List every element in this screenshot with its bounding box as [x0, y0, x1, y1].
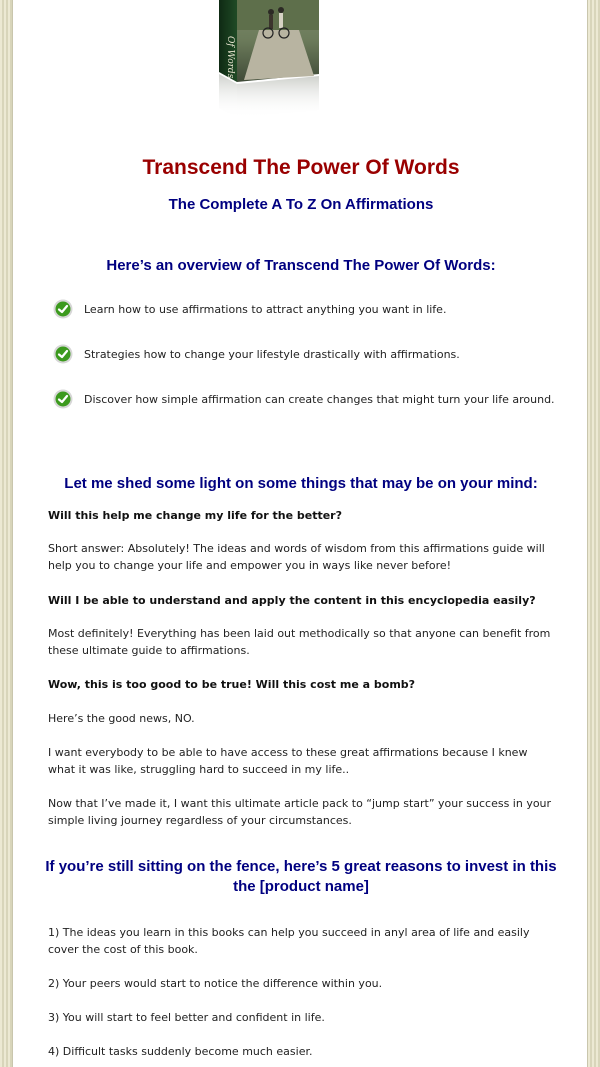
faq-answer: Short answer: Absolutely! The ideas and words of wisdom from this affirmations guide will help you to change your life and empower you in ways like never before!	[48, 542, 545, 572]
faq-paragraph: I want everybody to be able to have access to these great affirmations because I knew what it was like, struggling hard to succeed in my life..	[48, 746, 528, 776]
faq-question: Wow, this is too good to be true! Will this cost me a bomb?	[48, 678, 416, 691]
page-subtitle: The Complete A To Z On Affirmations	[168, 196, 434, 213]
reason-item: 3) You will start to feel better and confident in life.	[48, 1011, 325, 1024]
overview-item-text: Learn how to use affirmations to attract anything you want in life.	[84, 302, 447, 316]
faq-answer: Here’s the good news, NO.	[48, 712, 195, 725]
check-circle-icon	[53, 299, 73, 319]
overview-bullet	[53, 387, 555, 411]
page-content	[12, 0, 588, 1067]
check-circle-icon	[53, 344, 73, 364]
check-circle-icon	[53, 389, 73, 409]
reasons-heading-line1: If you’re still sitting on the fence, here’s 5 great reasons to invest in this	[45, 858, 557, 875]
overview-bullet	[53, 342, 460, 366]
faq-question: Will this help me change my life for the better?	[48, 509, 342, 522]
ebook-cover-image	[219, 0, 345, 120]
reasons-heading	[13, 857, 589, 897]
faq-heading: Let me shed some light on some things that may be on your mind:	[64, 475, 538, 492]
reason-item: 4) Difficult tasks suddenly become much easier.	[48, 1045, 313, 1058]
right-border-stripe	[588, 0, 600, 1067]
overview-item-text: Strategies how to change your lifestyle drastically with affirmations.	[84, 347, 460, 361]
reason-item: 1) The ideas you learn in this books can help you succeed in anyl area of life and easily cover the cost of this book.	[48, 926, 530, 956]
reasons-heading-line2: the [product name]	[233, 878, 369, 895]
reason-item: 2) Your peers would start to notice the difference within you.	[48, 977, 383, 990]
left-border-stripe	[0, 0, 12, 1067]
overview-item-text: Discover how simple affirmation can create changes that might turn your life around.	[84, 392, 555, 406]
book-spine-text: Of Words	[225, 36, 235, 79]
faq-answer: Most definitely! Everything has been laid out methodically so that anyone can benefit from these ultimate guide to affirmations.	[48, 627, 551, 657]
faq-paragraph: Now that I’ve made it, I want this ultimate article pack to “jump start” your success in your simple living journey regardless of your circumstances.	[48, 797, 552, 827]
overview-bullet	[53, 297, 446, 321]
faq-question: Will I be able to understand and apply the content in this encyclopedia easily?	[48, 594, 536, 607]
overview-heading: Here’s an overview of Transcend The Power Of Words:	[106, 257, 496, 274]
page-title: Transcend The Power Of Words	[142, 156, 460, 179]
